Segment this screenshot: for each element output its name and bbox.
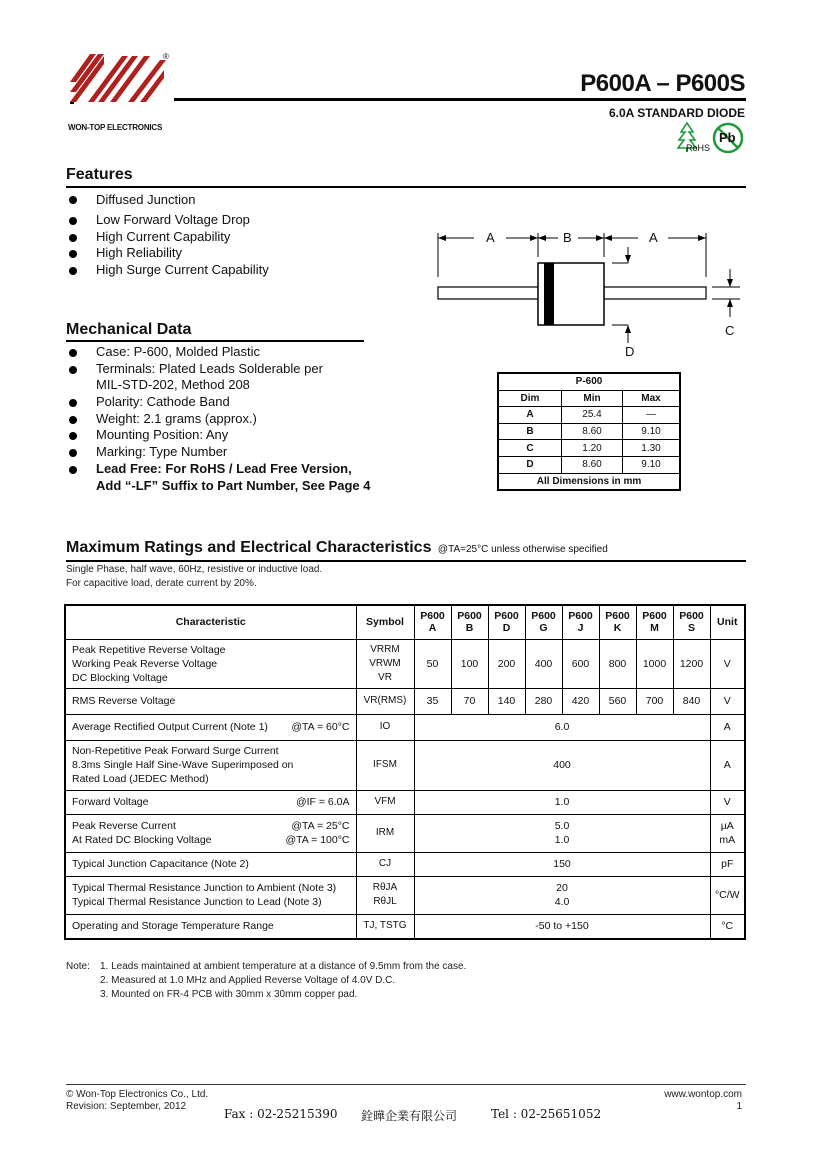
dim-label-b: B xyxy=(563,230,572,245)
dims-header-min: Min xyxy=(562,390,623,407)
list-item: MIL-STD-202, Method 208 xyxy=(96,377,250,393)
features-list xyxy=(66,191,269,279)
table-row xyxy=(498,440,680,457)
rohs-icon xyxy=(676,121,712,157)
mechanical-list xyxy=(66,344,371,494)
dims-cell: 25.4 xyxy=(562,407,623,424)
ratings-note-1: Single Phase, half wave, 60Hz, resistive or inductive load. xyxy=(66,564,323,575)
features-rule xyxy=(66,186,746,188)
list-item: Marking: Type Number xyxy=(66,444,371,461)
col-part-g: P600 G xyxy=(525,605,562,639)
dims-cell: 1.30 xyxy=(623,440,681,457)
dims-table-footer: All Dimensions in mm xyxy=(498,473,680,490)
dims-table-title: P-600 xyxy=(498,373,680,390)
part-title: P600A – P600S xyxy=(580,70,745,97)
list-item: Mounting Position: Any xyxy=(66,427,371,444)
package-diagram xyxy=(430,225,750,365)
dim-label-a-right: A xyxy=(649,230,658,245)
dims-cell: 9.10 xyxy=(623,456,681,473)
list-item: High Reliability xyxy=(66,245,269,262)
col-part-j: P600 J xyxy=(562,605,599,639)
col-part-m: P600 M xyxy=(636,605,673,639)
col-characteristic: Characteristic xyxy=(65,605,356,639)
table-row: Peak Repetitive Reverse Voltage Working Peak Reverse Voltage DC Blocking Voltage VRRM VRWM VR 50 100 200 400 600 800 1000 1200 V xyxy=(65,639,745,688)
dims-cell: B xyxy=(498,423,562,440)
footer-website: www.wontop.com xyxy=(664,1089,742,1100)
note-1: 1. Leads maintained at ambient temperature at a distance of 9.5mm from the case. xyxy=(100,961,467,972)
footer-fax: Fax : 02-25215390 xyxy=(224,1107,338,1121)
features-title: Features xyxy=(66,166,133,183)
ratings-rule xyxy=(66,560,746,562)
note-2: 2. Measured at 1.0 MHz and Applied Reverse Voltage of 4.0V D.C. xyxy=(100,975,396,986)
list-item: Terminals: Plated Leads Solderable per xyxy=(66,361,371,378)
table-row: Average Rectified Output Current (Note 1) @TA = 60°C IO 6.0 A xyxy=(65,714,745,740)
footer-tel: Tel : 02-25651052 xyxy=(491,1107,602,1121)
ratings-note-2: For capacitive load, derate current by 20%. xyxy=(66,578,257,589)
dims-header-dim: Dim xyxy=(498,390,562,407)
registered-mark: ® xyxy=(163,52,169,61)
note-3: 3. Mounted on FR-4 PCB with 30mm x 30mm copper pad. xyxy=(100,989,358,1000)
list-item: High Surge Current Capability xyxy=(66,262,269,279)
ratings-condition: @TA=25°C unless otherwise specified xyxy=(437,544,608,555)
table-row: Non-Repetitive Peak Forward Surge Current 8.3ms Single Half Sine-Wave Superimposed on Rated Load (JEDEC Method) IFSM 400 A xyxy=(65,740,745,790)
company-name: WON-TOP ELECTRONICS xyxy=(68,123,163,132)
footer-copyright: © Won-Top Electronics Co., Ltd. xyxy=(66,1089,209,1100)
dim-label-c: C xyxy=(725,323,735,338)
footer-page-number: 1 xyxy=(736,1101,742,1112)
table-row: Typical Junction Capacitance (Note 2) CJ 150 pF xyxy=(65,852,745,876)
dims-cell: 1.20 xyxy=(562,440,623,457)
ratings-table xyxy=(64,604,746,940)
part-subtitle: 6.0A STANDARD DIODE xyxy=(608,106,745,120)
list-item: Low Forward Voltage Drop xyxy=(66,212,269,229)
list-item: Polarity: Cathode Band xyxy=(66,394,371,411)
lead-free-icon xyxy=(712,122,744,154)
list-item: Add “-LF” Suffix to Part Number, See Page 4 xyxy=(96,477,371,493)
col-part-b: P600 B xyxy=(451,605,488,639)
dims-cell: C xyxy=(498,440,562,457)
table-row: Operating and Storage Temperature Range TJ, TSTG -50 to +150 °C xyxy=(65,914,745,939)
table-row xyxy=(498,456,680,473)
dims-cell: — xyxy=(623,407,681,424)
list-item: Lead Free: For RoHS / Lead Free Version, xyxy=(66,461,371,478)
col-part-a: P600 A xyxy=(414,605,451,639)
dim-label-d: D xyxy=(625,344,635,359)
table-row: Forward Voltage @IF = 6.0A VFM 1.0 V xyxy=(65,790,745,814)
footer-revision: Revision: September, 2012 xyxy=(66,1101,187,1112)
header-rule xyxy=(174,98,746,101)
table-row xyxy=(498,423,680,440)
list-item: High Current Capability xyxy=(66,229,269,246)
list-item: Diffused Junction xyxy=(66,191,269,212)
footer-rule xyxy=(66,1084,746,1085)
ratings-title xyxy=(66,539,608,557)
dims-header-max: Max xyxy=(623,390,681,407)
dim-label-a-left: A xyxy=(486,230,495,245)
table-row: RMS Reverse Voltage VR(RMS) 35 70 140 280 420 560 700 840 V xyxy=(65,688,745,714)
mechanical-rule xyxy=(66,340,364,342)
table-row xyxy=(498,407,680,424)
col-part-k: P600 K xyxy=(599,605,636,639)
ratings-title-text: Maximum Ratings and Electrical Characteristics xyxy=(66,539,432,556)
col-symbol: Symbol xyxy=(356,605,414,639)
footer-company-cn: 銓曄企業有限公司 xyxy=(361,1109,458,1123)
dims-cell: 8.60 xyxy=(562,456,623,473)
col-unit: Unit xyxy=(710,605,745,639)
col-part-s: P600 S xyxy=(673,605,710,639)
dimensions-table xyxy=(497,372,681,491)
table-row: Typical Thermal Resistance Junction to Ambient (Note 3) Typical Thermal Resistance Junction to Lead (Note 3) RθJA RθJL 20 4.0 °C/W xyxy=(65,876,745,914)
dims-cell: A xyxy=(498,407,562,424)
rohs-label: RoHS xyxy=(686,143,711,153)
pb-label: Pb xyxy=(719,130,736,145)
list-item: Case: P-600, Molded Plastic xyxy=(66,344,371,361)
dims-cell: 8.60 xyxy=(562,423,623,440)
company-logo xyxy=(68,52,172,122)
dims-cell: 9.10 xyxy=(623,423,681,440)
table-row: Peak Reverse Current @TA = 25°C At Rated DC Blocking Voltage @TA = 100°C IRM 5.0 1.0 µA mA xyxy=(65,814,745,852)
mechanical-title: Mechanical Data xyxy=(66,321,192,338)
notes-label: Note: xyxy=(66,961,90,972)
col-part-d: P600 D xyxy=(488,605,525,639)
list-item: Weight: 2.1 grams (approx.) xyxy=(66,411,371,428)
dims-cell: D xyxy=(498,456,562,473)
